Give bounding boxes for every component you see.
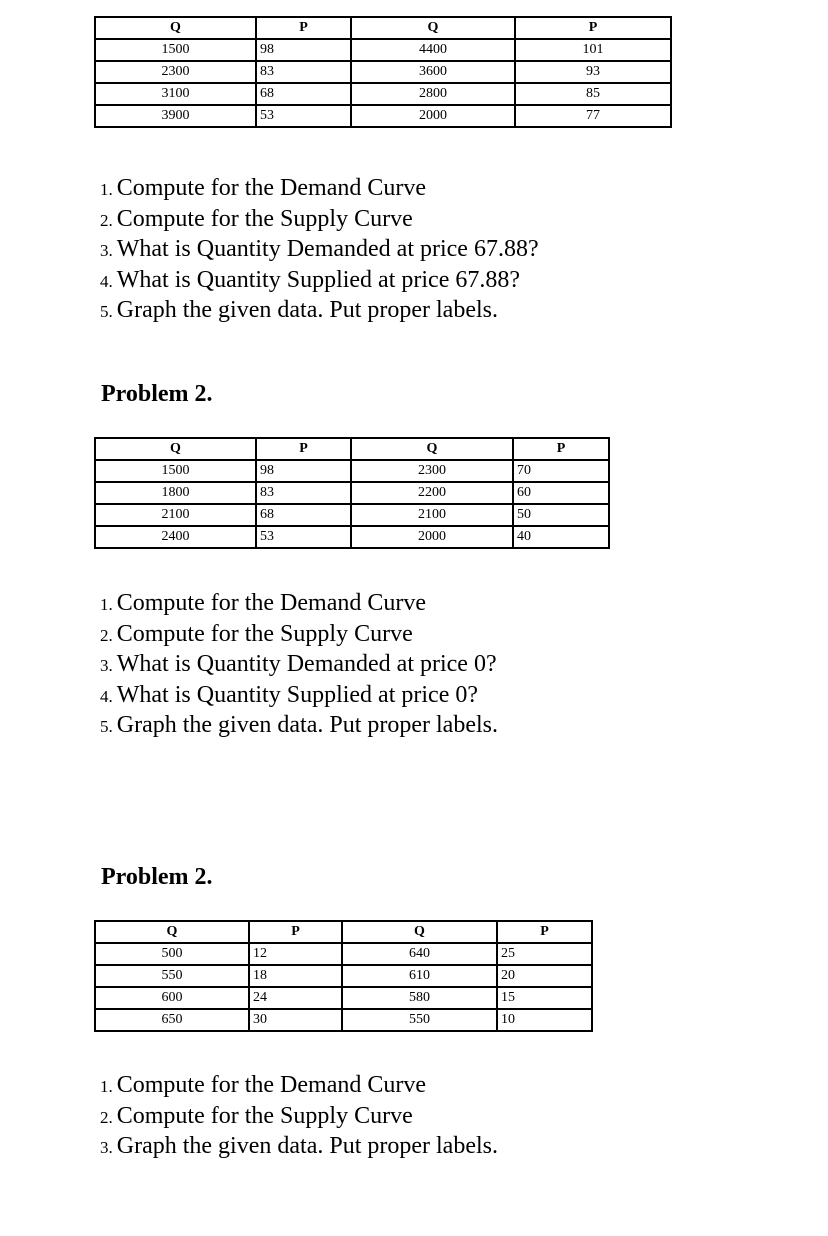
table-cell: 68 [256, 83, 351, 105]
header-cell: P [256, 438, 351, 460]
table-cell: 2100 [351, 504, 513, 526]
item-text: Compute for the Demand Curve [116, 1072, 427, 1098]
table-cell: 1800 [95, 482, 256, 504]
table-row [95, 482, 609, 504]
table-row [95, 504, 609, 526]
table-row [95, 1009, 592, 1031]
table-header-row [95, 438, 609, 460]
item-number: 5. [100, 302, 113, 321]
table-cell: 580 [342, 987, 497, 1009]
table-cell: 3900 [95, 105, 256, 127]
item-number: 2. [100, 210, 113, 230]
item-number: 1. [100, 180, 113, 199]
table-row [95, 83, 671, 105]
item-number: 1. [100, 1077, 113, 1096]
table-cell: 40 [513, 526, 609, 548]
list-item [100, 174, 539, 205]
item-text: What is Quantity Supplied at price 0? [116, 681, 478, 708]
list-item [100, 681, 498, 712]
item-number: 4. [100, 686, 113, 706]
list-item [100, 266, 539, 297]
table-cell: 53 [256, 526, 351, 548]
table-cell: 50 [513, 504, 609, 526]
table-row [95, 943, 592, 965]
item-text: Compute for the Supply Curve [116, 620, 413, 647]
table-row [95, 965, 592, 987]
table-cell: 2000 [351, 526, 513, 548]
item-text: Compute for the Demand Curve [116, 175, 427, 201]
table-cell: 2800 [351, 83, 515, 105]
problem3-questions [100, 1071, 498, 1163]
header-cell: P [249, 921, 342, 943]
list-item [100, 1102, 498, 1133]
table-cell: 500 [95, 943, 249, 965]
list-item [100, 650, 498, 681]
table-cell: 93 [515, 61, 671, 83]
header-cell: P [515, 17, 671, 39]
table-cell: 2300 [351, 460, 513, 482]
table-cell: 24 [249, 987, 342, 1009]
list-item [100, 296, 539, 327]
table-cell: 550 [95, 965, 249, 987]
table-cell: 550 [342, 1009, 497, 1031]
table-header-row [95, 17, 671, 39]
table-cell: 98 [256, 460, 351, 482]
table-cell: 20 [497, 965, 592, 987]
item-number: 3. [100, 656, 113, 675]
list-item [100, 711, 498, 742]
item-text: Graph the given data. Put proper labels. [116, 712, 498, 738]
list-item [100, 1071, 498, 1102]
item-text: Compute for the Supply Curve [116, 205, 413, 232]
header-cell: Q [95, 438, 256, 460]
item-number: 5. [100, 717, 113, 736]
item-text: What is Quantity Supplied at price 67.88? [116, 266, 520, 293]
header-cell: Q [95, 17, 256, 39]
header-cell: P [497, 921, 592, 943]
item-text: What is Quantity Demanded at price 0? [116, 651, 497, 677]
header-cell: Q [95, 921, 249, 943]
table-cell: 640 [342, 943, 497, 965]
item-text: Graph the given data. Put proper labels. [116, 297, 498, 323]
table-cell: 1500 [95, 39, 256, 61]
item-text: What is Quantity Demanded at price 67.88? [116, 236, 539, 262]
problem2-questions [100, 589, 498, 742]
problem2-title: Problem 2. [101, 381, 213, 407]
table-cell: 650 [95, 1009, 249, 1031]
table-cell: 1500 [95, 460, 256, 482]
item-number: 2. [100, 1107, 113, 1127]
table-cell: 2000 [351, 105, 515, 127]
problem1-table [94, 16, 672, 128]
table-cell: 77 [515, 105, 671, 127]
table-cell: 53 [256, 105, 351, 127]
table-cell: 10 [497, 1009, 592, 1031]
table-header-row [95, 921, 592, 943]
table-cell: 15 [497, 987, 592, 1009]
table-cell: 3100 [95, 83, 256, 105]
table-cell: 2200 [351, 482, 513, 504]
problem1-questions [100, 174, 539, 327]
table-cell: 3600 [351, 61, 515, 83]
table-cell: 30 [249, 1009, 342, 1031]
item-number: 1. [100, 595, 113, 614]
item-text: Compute for the Demand Curve [116, 590, 427, 616]
item-number: 4. [100, 271, 113, 291]
table-cell: 4400 [351, 39, 515, 61]
item-text: Graph the given data. Put proper labels. [116, 1133, 498, 1159]
problem3-title: Problem 2. [101, 864, 213, 890]
header-cell: Q [351, 17, 515, 39]
header-cell: Q [342, 921, 497, 943]
table-cell: 83 [256, 482, 351, 504]
table-cell: 85 [515, 83, 671, 105]
table-cell: 610 [342, 965, 497, 987]
header-cell: P [513, 438, 609, 460]
table-cell: 60 [513, 482, 609, 504]
item-number: 3. [100, 1138, 113, 1157]
table-cell: 600 [95, 987, 249, 1009]
table-row [95, 526, 609, 548]
table-cell: 18 [249, 965, 342, 987]
table-row [95, 105, 671, 127]
list-item [100, 235, 539, 266]
table-cell: 2400 [95, 526, 256, 548]
item-number: 3. [100, 241, 113, 260]
list-item [100, 620, 498, 651]
table-cell: 25 [497, 943, 592, 965]
header-cell: Q [351, 438, 513, 460]
item-number: 2. [100, 625, 113, 645]
item-text: Compute for the Supply Curve [116, 1102, 413, 1129]
table-cell: 83 [256, 61, 351, 83]
table-cell: 12 [249, 943, 342, 965]
table-cell: 98 [256, 39, 351, 61]
table-cell: 101 [515, 39, 671, 61]
problem2-table [94, 437, 610, 549]
header-cell: P [256, 17, 351, 39]
list-item [100, 205, 539, 236]
table-row [95, 39, 671, 61]
list-item [100, 1132, 498, 1163]
list-item [100, 589, 498, 620]
table-row [95, 61, 671, 83]
table-cell: 70 [513, 460, 609, 482]
problem3-table [94, 920, 593, 1032]
table-row [95, 460, 609, 482]
table-cell: 2100 [95, 504, 256, 526]
table-cell: 68 [256, 504, 351, 526]
table-cell: 2300 [95, 61, 256, 83]
table-row [95, 987, 592, 1009]
